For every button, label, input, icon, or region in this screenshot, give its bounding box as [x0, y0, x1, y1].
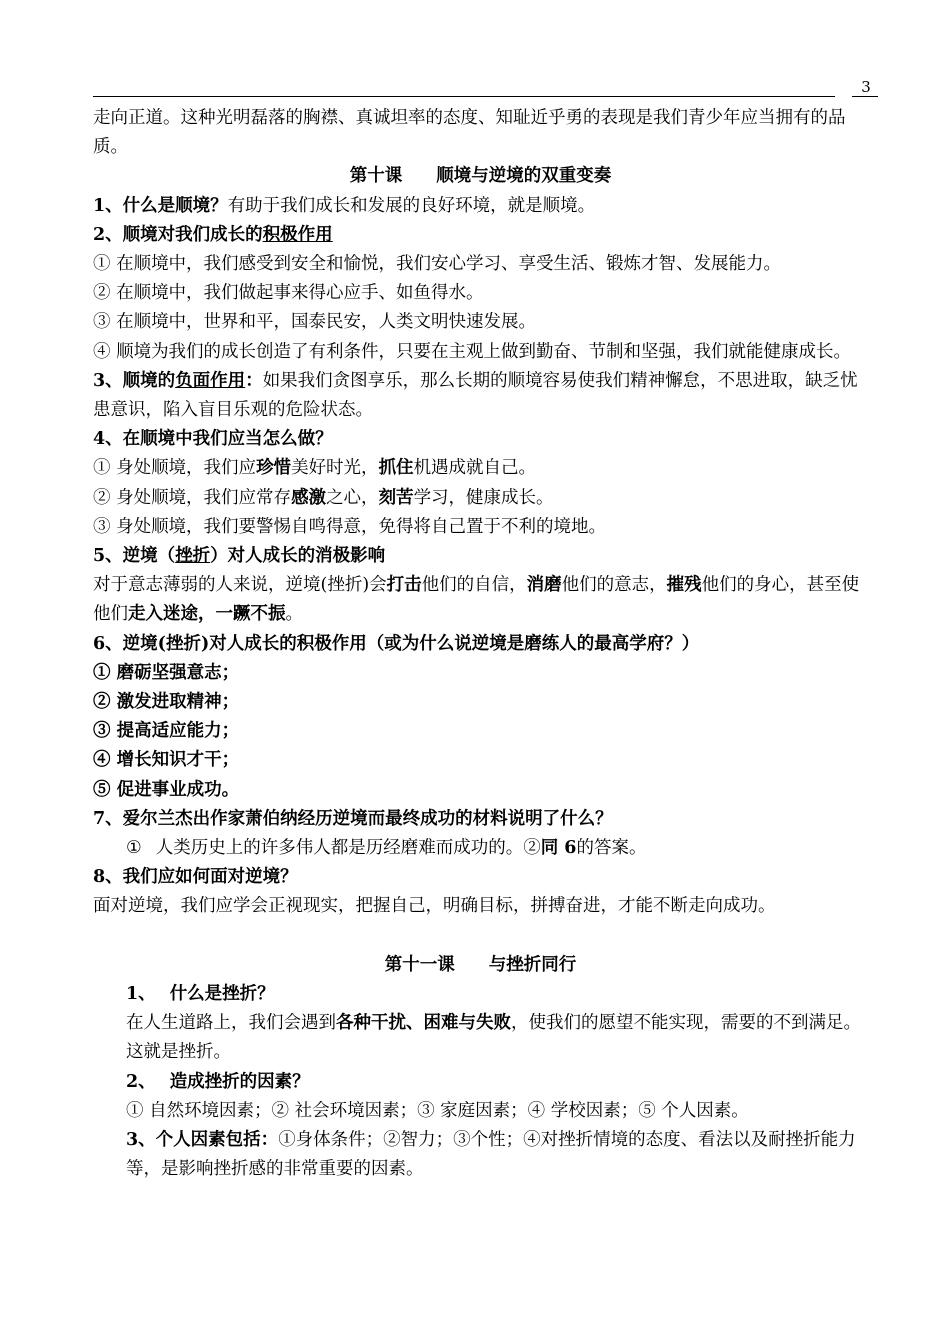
l10-q6-item-3: ③ 提高适应能力；	[93, 721, 240, 742]
document-body	[93, 104, 868, 1184]
bold-keyword: 各种干扰、困难与失败	[336, 1013, 511, 1034]
l11-q3-label: 3、个人因素包括：	[126, 1129, 279, 1150]
intro-paragraph: 走向正道。这种光明磊落的胸襟、真诚坦率的态度、知耻近乎勇的表现是我们青少年应当拥有的品质。	[93, 108, 846, 158]
l11-q3-answer: ①身体条件；②智力；③个性；④对挫折情境的态度、看法以及耐挫折能力等，是影响挫折感的非常重要的因素。	[126, 1129, 856, 1180]
l11-q1-heading	[126, 980, 868, 1009]
text-run: ② 身处顺境，我们应常存	[93, 487, 292, 508]
l10-q3-underlined: 负面作用	[175, 370, 246, 391]
bold-keyword: 珍惜	[256, 458, 292, 479]
l10-q1-label: 1、什么是顺境？	[93, 195, 228, 216]
lesson10-number: 第十课	[349, 166, 403, 187]
bold-keyword: 摧残	[666, 575, 702, 596]
lesson10-name: 顺境与逆境的双重变奏	[436, 166, 612, 187]
bold-keyword: 同 6	[540, 838, 577, 859]
text-run: 造成挫折的因素？	[169, 1071, 310, 1092]
l10-q6-item-5: ⑤ 促进事业成功。	[93, 779, 240, 800]
page-number-underline	[852, 96, 878, 97]
text-run: 之心，	[326, 487, 379, 508]
l10-q2-item-4: ④ 顺境为我们的成长创造了有利条件，只要在主观上做到勤奋、节制和坚强，我们就能健康成长。	[93, 341, 852, 362]
bold-keyword: 感激	[291, 487, 327, 508]
text-run: 什么是挫折？	[169, 983, 275, 1004]
page-number: 3	[861, 78, 871, 96]
l10-q3-label: 3、顺境的	[93, 370, 176, 391]
l10-q2-item-2: ② 在顺境中，我们做起事来得心应手、如鱼得水。	[93, 283, 484, 304]
text-run: 1、	[126, 983, 156, 1004]
bold-keyword: 刻苦	[378, 487, 414, 508]
l10-q7-answer	[93, 834, 868, 863]
lesson11-title	[93, 951, 868, 980]
lesson10-title	[93, 162, 868, 191]
text-run: 人类历史上的许多伟人都是历经磨难而成功的。②	[155, 838, 541, 859]
text-run: 美好时光，	[291, 458, 379, 479]
bold-keyword: 打击	[386, 575, 422, 596]
l10-q3	[93, 367, 868, 425]
l10-q2-heading	[93, 221, 868, 250]
text-run: 他们的身心，甚至使他们	[93, 575, 860, 625]
l10-q3-colon: ：	[245, 370, 263, 391]
l10-q8-heading: 8、我们应如何面对逆境？	[93, 867, 298, 888]
text-run: ）对人成长的消极影响	[210, 546, 386, 567]
text-run: 的答案。	[576, 838, 647, 859]
text-run: 对于意志薄弱的人来说，逆境(挫折)会	[93, 575, 387, 596]
l10-q2-underlined: 积极作用	[262, 224, 333, 245]
text-run: 机遇成就自己。	[413, 458, 537, 479]
section-gap	[93, 922, 868, 951]
l10-q2-label: 2、顺境对我们成长的	[93, 224, 263, 245]
header-rule	[93, 96, 835, 97]
l10-q1	[93, 192, 868, 221]
text-run: 学习，健康成长。	[413, 487, 554, 508]
l10-q5-paragraph	[93, 571, 868, 629]
l10-q2-item-3: ③ 在顺境中，世界和平，国泰民安，人类文明快速发展。	[93, 312, 537, 333]
text-run: ，使我们的愿望不能实现，需要的不到满足。这就是挫折。	[126, 1013, 861, 1063]
text-run: 。	[285, 604, 303, 625]
l10-q6-item-4: ④ 增长知识才干；	[93, 750, 240, 771]
l11-q2-heading	[126, 1068, 868, 1097]
text-run: 5、逆境（	[93, 546, 176, 567]
lesson11-name: 与挫折同行	[488, 954, 577, 975]
bold-keyword: 走入迷途，一蹶不振	[128, 604, 286, 625]
l10-q5-underlined: 挫折	[175, 546, 211, 567]
bold-keyword: 消磨	[526, 575, 562, 596]
l11-q1-answer	[126, 1009, 868, 1067]
l10-q4-item-3: ③ 身处顺境，我们要警惕自鸣得意，免得将自己置于不利的境地。	[93, 516, 607, 537]
l10-q7-heading: 7、爱尔兰杰出作家萧伯纳经历逆境而最终成功的材料说明了什么？	[93, 808, 613, 829]
text-run: 他们的自信，	[421, 575, 527, 596]
lesson11-number: 第十一课	[384, 954, 455, 975]
lesson11-body	[93, 980, 868, 1184]
l10-q8-answer: 面对逆境，我们应学会正视现实，把握自己，明确目标，拼搏奋进，才能不断走向成功。	[93, 896, 776, 917]
l10-q5-heading	[93, 542, 868, 571]
text-run: 2、	[126, 1071, 156, 1092]
l10-q3-answer: 如果我们贪图享乐，那么长期的顺境容易使我们精神懈怠，不思进取，缺乏忧患意识，陷入盲目乐观的危险状态。	[93, 370, 858, 421]
l10-q4-heading: 4、在顺境中我们应当怎么做？	[93, 429, 333, 450]
l10-q2-item-1: ① 在顺境中，我们感受到安全和愉悦，我们安心学习、享受生活、锻炼才智、发展能力。	[93, 254, 782, 275]
l10-q4-item-2	[93, 484, 868, 513]
l10-q4-item-1	[93, 454, 868, 483]
l10-q6-item-1: ① 磨砺坚强意志；	[93, 662, 240, 683]
l10-q6-heading: 6、逆境(挫折)对人成长的积极作用（或为什么说逆境是磨练人的最高学府？）	[93, 633, 700, 654]
text-run: 在人生道路上，我们会遇到	[126, 1013, 336, 1034]
l10-q1-answer: 有助于我们成长和发展的良好环境，就是顺境。	[227, 195, 596, 216]
bold-keyword: 抓住	[378, 458, 414, 479]
l10-q6-item-2: ② 激发进取精神；	[93, 692, 240, 713]
text-run: ①	[126, 838, 142, 859]
l11-q2-answer: ① 自然环境因素；② 社会环境因素；③ 家庭因素；④ 学校因素；⑤ 个人因素。	[126, 1100, 749, 1121]
l11-q3	[126, 1126, 868, 1184]
text-run: ① 身处顺境，我们应	[93, 458, 257, 479]
text-run: 他们的意志，	[561, 575, 667, 596]
